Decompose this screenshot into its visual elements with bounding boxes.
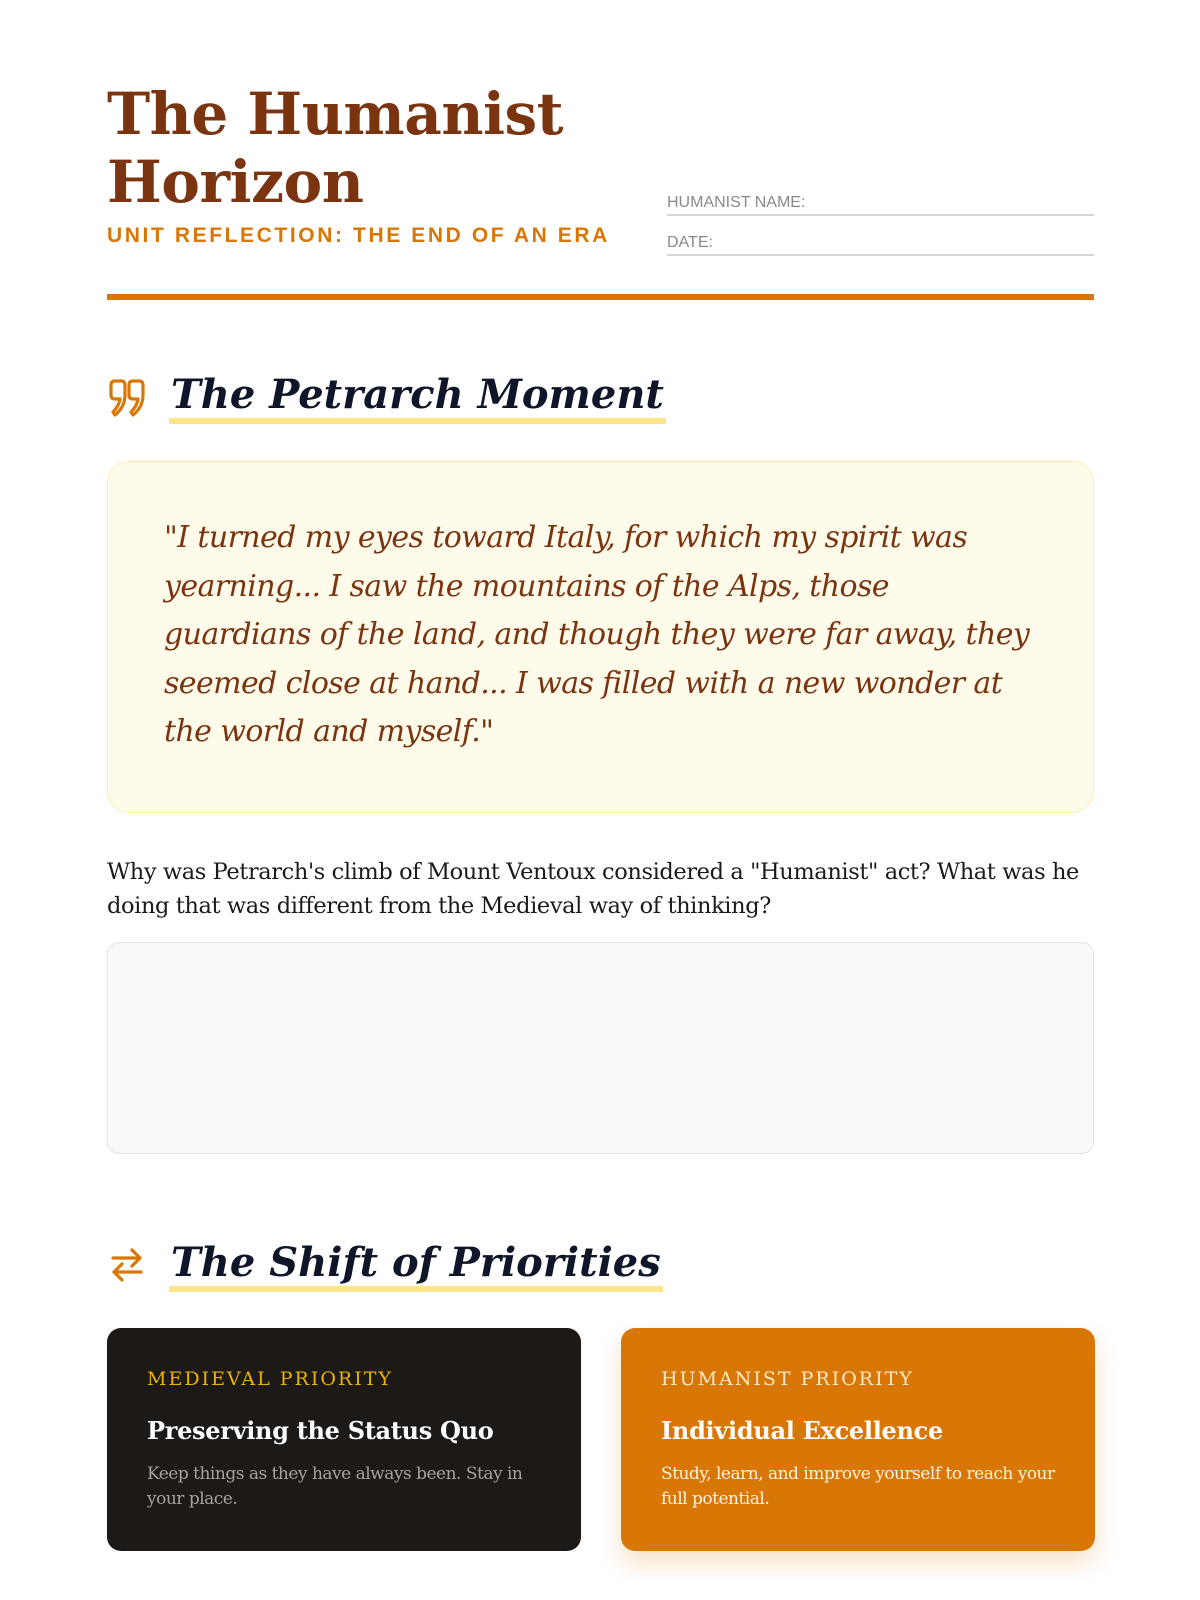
humanist-card-kicker: HUMANIST PRIORITY bbox=[661, 1368, 914, 1390]
medieval-card-body: Keep things as they have always been. Stay in your place. bbox=[147, 1464, 523, 1509]
name-field-label: HUMANIST NAME: bbox=[667, 194, 806, 211]
medieval-card-kicker: MEDIEVAL PRIORITY bbox=[147, 1368, 393, 1390]
quote-icon bbox=[107, 370, 147, 420]
medieval-priority-card bbox=[107, 1328, 581, 1551]
worksheet-header bbox=[107, 80, 1094, 300]
section-shift-header bbox=[107, 1238, 1094, 1294]
page-subtitle: UNIT REFLECTION: THE END OF AN ERA bbox=[107, 224, 610, 247]
medieval-card-heading: Preserving the Status Quo bbox=[147, 1416, 494, 1445]
date-field[interactable] bbox=[667, 228, 1094, 256]
name-field[interactable] bbox=[667, 188, 1094, 216]
date-field-label: DATE: bbox=[667, 234, 713, 251]
petrarch-quote-box bbox=[107, 461, 1094, 813]
swap-arrows-icon-svg bbox=[107, 1243, 147, 1287]
section-title-shift: The Shift of Priorities bbox=[169, 1238, 663, 1292]
humanist-card-heading: Individual Excellence bbox=[661, 1416, 943, 1445]
swap-arrows-icon bbox=[107, 1238, 147, 1288]
petrarch-question: Why was Petrarch's climb of Mount Ventoux considered a "Humanist" act? What was he doing that was different from the Medieval way of thinking? bbox=[107, 859, 1079, 919]
humanist-card-body: Study, learn, and improve yourself to reach your full potential. bbox=[661, 1464, 1055, 1509]
section-title-petrarch: The Petrarch Moment bbox=[169, 370, 666, 424]
section-petrarch-header bbox=[107, 370, 1094, 426]
petrarch-quote: "I turned my eyes toward Italy, for which my spirit was yearning... I saw the mountains of the Alps, those guardians of the land, and though they were far away, they seemed close at hand... I was filled with a new wonder at the world and myself." bbox=[164, 520, 1030, 749]
petrarch-answer-input[interactable] bbox=[107, 942, 1094, 1154]
quote-icon-svg bbox=[107, 377, 147, 419]
header-divider bbox=[107, 294, 1094, 300]
page-title: The Humanist Horizon bbox=[107, 80, 563, 216]
humanist-priority-card bbox=[621, 1328, 1095, 1551]
